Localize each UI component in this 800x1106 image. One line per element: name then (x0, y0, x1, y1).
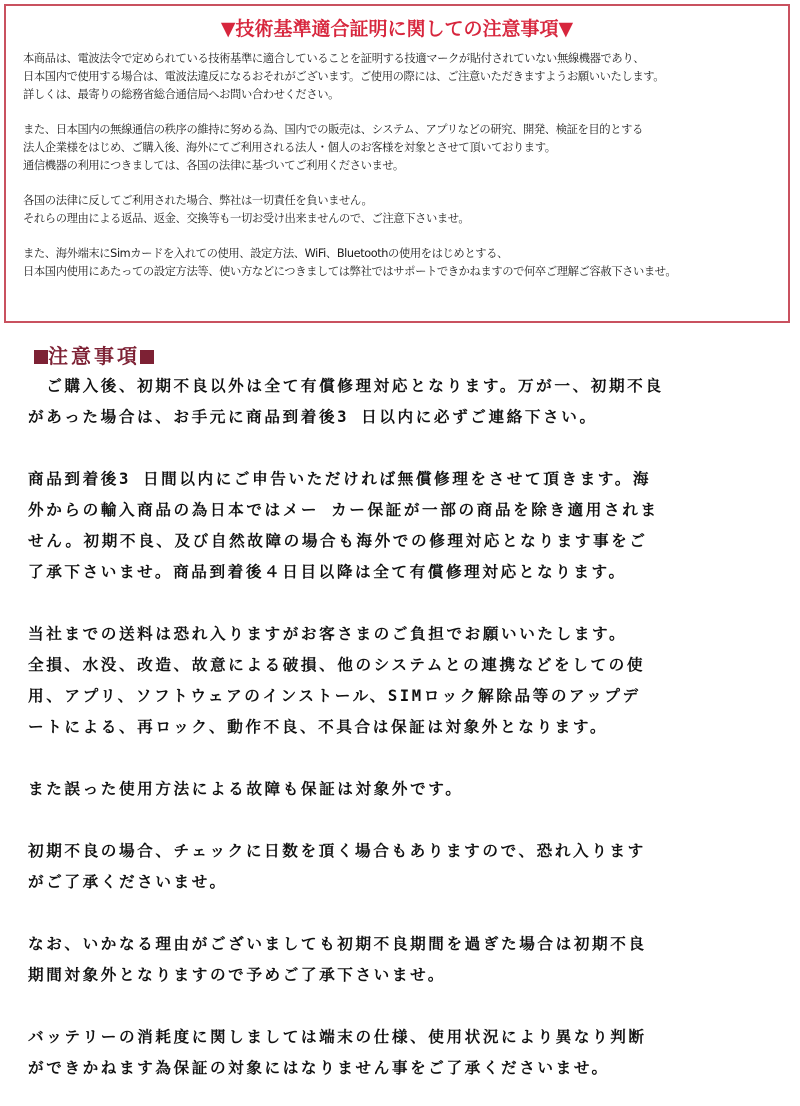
blank-line (28, 991, 788, 1022)
terms-paragraph (28, 774, 788, 805)
notice-line: 日本国内で使用する場合は、電波法違反になるおそれがございます。ご使用の際には、ご注意いただきますようお願いいたします。 (23, 70, 665, 83)
notice-paragraph (23, 50, 793, 104)
terms-paragraph (28, 464, 788, 588)
notice-line: 本商品は、電波法令で定められている技術基準に適合していることを証明する技適マークが貼付されていない無線機器であり、 (23, 52, 645, 65)
terms-paragraph (28, 619, 788, 743)
notice-paragraph (23, 245, 793, 281)
notice-line: 法人企業様をはじめ、ご購入後、海外にてご利用される法人・個人のお客様を対象とさせて頂いております。 (23, 141, 556, 154)
notice-line: 日本国内使用にあたっての設定方法等、使い方などにつきましては弊社ではサポートできかねますので何卒ご理解ご容赦下さいませ。 (23, 265, 677, 278)
tech-compliance-notice-box (4, 4, 790, 323)
square-icon (34, 350, 48, 364)
terms-line: があった場合は、お手元に商品到着後3 日以内に必ずご連絡下さい。 (28, 408, 598, 426)
terms-line: 商品到着後3 日間以内にご申告いただければ無償修理をさせて頂きます。海 (28, 470, 652, 488)
terms-line: なお、いかなる理由がございましても初期不良期間を過ぎた場合は初期不良 (28, 935, 647, 953)
section-heading (34, 342, 154, 370)
blank-line (28, 588, 788, 619)
blank-line-text (28, 743, 788, 774)
terms-line: 期間対象外となりますので予めご了承下さいませ。 (28, 966, 446, 984)
terms-line: 了承下さいませ。商品到着後４日目以降は全て有償修理対応となります。 (28, 563, 627, 581)
notice-paragraph (23, 192, 793, 228)
terms-line: 外からの輸入商品の為日本ではメー カー保証が一部の商品を除き適用されま (28, 501, 659, 519)
terms-paragraph (28, 929, 788, 991)
square-icon (140, 350, 154, 364)
terms-line: 当社までの送料は恐れ入りますがお客さまのご負担でお願いいたします。 (28, 625, 628, 643)
terms-line: また誤った使用方法による故障も保証は対象外です。 (28, 780, 464, 798)
terms-line: 初期不良の場合、チェックに日数を頂く場合もありますので、恐れ入ります (28, 842, 646, 860)
notice-line: 通信機器の利用につきましては、各国の法律に基づいてご利用くださいませ。 (23, 159, 404, 172)
notice-line: 各国の法律に反してご利用された場合、弊社は一切責任を負いません。 (23, 194, 373, 207)
terms-line: ートによる、再ロック、動作不良、不具合は保証は対象外となります。 (28, 718, 609, 736)
notice-line: また、日本国内の無線通信の秩序の維持に努める為、国内での販売は、システム、アプリなどの研究、開発、検証を目的とする (23, 123, 643, 136)
notice-title: ▼技術基準適合証明に関しての注意事項▼ (220, 18, 574, 40)
terms-line: ご購入後、初期不良以外は全て有償修理対応となります。万が一、初期不良 (28, 377, 664, 395)
blank-line-text (28, 805, 788, 836)
terms-paragraph (28, 1022, 788, 1084)
terms-line: 全損、水没、改造、故意による破損、他のシステムとの連携などをしての使 (28, 656, 646, 674)
blank-line (28, 898, 788, 929)
blank-line-text (28, 588, 788, 619)
blank-line-text (28, 433, 788, 464)
terms-paragraph (28, 836, 788, 898)
terms-line: バッテリーの消耗度に関しましては端末の仕様、使用状況により異なり判断 (28, 1028, 647, 1046)
blank-line-text (28, 898, 788, 929)
terms-line: ができかねます為保証の対象にはなりません事をご了承くださいませ。 (28, 1059, 610, 1077)
blank-line (28, 743, 788, 774)
notice-line: それらの理由による返品、返金、交換等も一切お受け出来ませんので、ご注意下さいませ。 (23, 212, 470, 225)
blank-line (28, 805, 788, 836)
notice-paragraph (23, 121, 793, 175)
terms-line: せん。初期不良、及び自然故障の場合も海外での修理対応となります事をご (28, 532, 648, 550)
terms-paragraph (28, 371, 788, 433)
terms-line: がご了承くださいませ。 (28, 873, 228, 891)
notice-line: 詳しくは、最寄りの総務省総合通信局へお問い合わせください。 (23, 88, 340, 101)
terms-line: 用、アプリ、ソフトウェアのインストール、SIMロック解除品等のアップデ (28, 687, 641, 705)
blank-line (28, 433, 788, 464)
section-heading-text: 注意事項 (48, 344, 140, 368)
blank-line-text (28, 991, 788, 1022)
warranty-terms-body (28, 371, 788, 1084)
notice-body (23, 50, 793, 298)
notice-line: また、海外端末にSimカードを入れての使用、設定方法、WiFi、Bluetoothの使用をはじめとする、 (23, 247, 508, 260)
